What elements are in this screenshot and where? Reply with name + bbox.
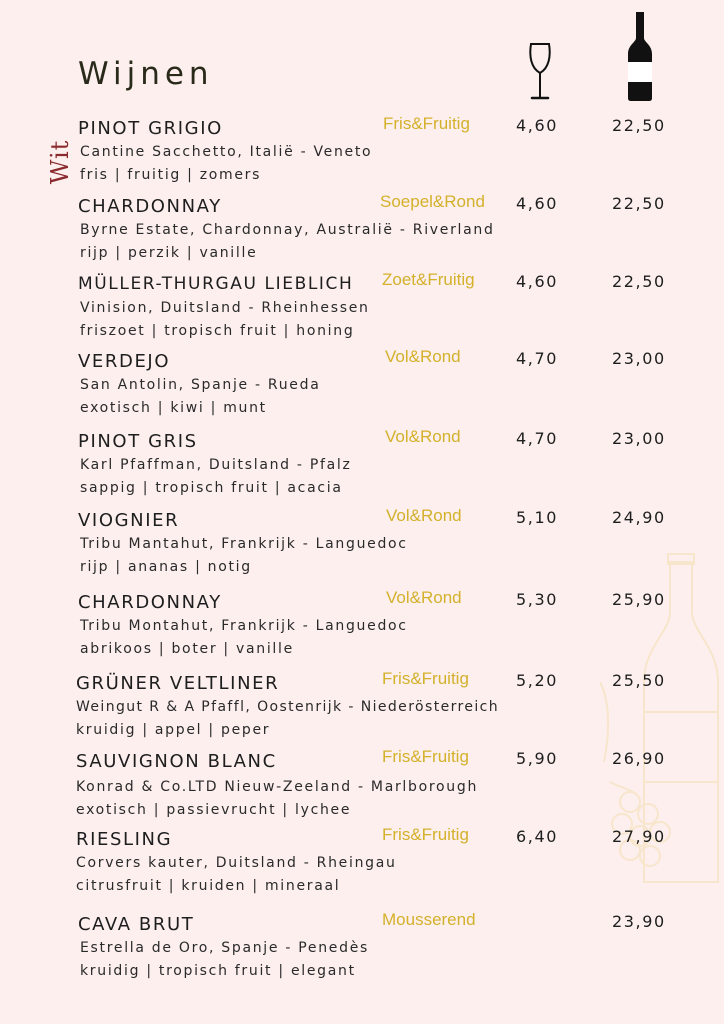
glass-price: 4,60 [516, 116, 559, 135]
wine-origin: Tribu Montahut, Frankrijk - Languedoc [80, 618, 408, 634]
wine-style: Fris&Fruitig [382, 825, 469, 844]
glass-price: 4,60 [516, 272, 559, 291]
wine-style: Vol&Rond [386, 506, 462, 525]
wine-style: Fris&Fruitig [382, 669, 469, 688]
bottle-price: 25,50 [612, 671, 666, 690]
wine-notes: kruidig | tropisch fruit | elegant [80, 963, 356, 979]
wine-notes: exotisch | kiwi | munt [80, 400, 267, 416]
glass-price: 4,70 [516, 349, 559, 368]
wine-notes: kruidig | appel | peper [76, 722, 271, 738]
glass-price: 4,60 [516, 194, 559, 213]
wine-name: RIESLING [76, 829, 173, 850]
wine-origin: San Antolin, Spanje - Rueda [80, 377, 321, 393]
glass-price: 5,90 [516, 749, 559, 768]
section-label-wit: Wit [46, 139, 74, 185]
wine-style: Soepel&Rond [380, 192, 485, 211]
glass-price: 5,20 [516, 671, 559, 690]
wine-name: PINOT GRIGIO [78, 118, 223, 139]
wine-name: MÜLLER-THURGAU LIEBLICH [78, 274, 354, 294]
wine-style: Vol&Rond [385, 427, 461, 446]
wine-notes: friszoet | tropisch fruit | honing [80, 323, 355, 339]
wine-name: VERDEJO [78, 351, 171, 372]
wine-notes: abrikoos | boter | vanille [80, 641, 294, 657]
wine-name: GRÜNER VELTLINER [76, 673, 280, 694]
glass-price: 5,30 [516, 590, 559, 609]
wine-origin: Cantine Sacchetto, Italië - Veneto [80, 144, 373, 160]
wine-origin: Vinision, Duitsland - Rheinhessen [80, 300, 370, 316]
wine-origin: Corvers kauter, Duitsland - Rheingau [76, 855, 397, 871]
bottle-price: 23,00 [612, 429, 666, 448]
bottle-price: 27,90 [612, 827, 666, 846]
wine-notes: exotisch | passievrucht | lychee [76, 802, 352, 818]
wine-notes: fris | fruitig | zomers [80, 167, 262, 183]
wine-origin: Estrella de Oro, Spanje - Penedès [80, 940, 370, 956]
page-title: Wijnen [78, 56, 214, 92]
wine-style: Fris&Fruitig [383, 114, 470, 133]
wine-notes: citrusfruit | kruiden | mineraal [76, 878, 341, 894]
wine-name: PINOT GRIS [78, 431, 198, 452]
bottle-price: 22,50 [612, 116, 666, 135]
wine-notes: rijp | perzik | vanille [80, 245, 258, 261]
glass-price: 4,70 [516, 429, 559, 448]
wine-glass-icon [526, 42, 554, 102]
wine-name: CAVA BRUT [78, 914, 195, 935]
glass-price: 6,40 [516, 827, 559, 846]
wine-notes: sappig | tropisch fruit | acacia [80, 480, 343, 496]
bottle-price: 25,90 [612, 590, 666, 609]
glass-price: 5,10 [516, 508, 559, 527]
wine-style: Vol&Rond [386, 588, 462, 607]
wine-origin: Tribu Mantahut, Frankrijk - Languedoc [80, 536, 408, 552]
wine-notes: rijp | ananas | notig [80, 559, 252, 575]
bottle-price: 26,90 [612, 749, 666, 768]
wine-style: Mousserend [382, 910, 476, 929]
wine-origin: Konrad & Co.LTD Nieuw-Zeeland - Marlborough [76, 779, 479, 795]
wine-style: Zoet&Fruitig [382, 270, 475, 289]
bottle-price: 22,50 [612, 272, 666, 291]
bottle-price: 24,90 [612, 508, 666, 527]
wine-name: VIOGNIER [78, 510, 180, 531]
wine-style: Vol&Rond [385, 347, 461, 366]
wine-origin: Byrne Estate, Chardonnay, Australië - Riverland [80, 222, 495, 238]
bottle-price: 23,00 [612, 349, 666, 368]
wine-origin: Weingut R & A Pfaffl, Oostenrijk - Niederösterreich [76, 699, 500, 715]
wine-bottle-icon [624, 12, 656, 102]
bottle-price: 22,50 [612, 194, 666, 213]
wine-name: SAUVIGNON BLANC [76, 751, 277, 772]
wine-origin: Karl Pfaffman, Duitsland - Pfalz [80, 457, 352, 473]
wine-style: Fris&Fruitig [382, 747, 469, 766]
bottle-price: 23,90 [612, 912, 666, 931]
wine-name: CHARDONNAY [78, 196, 222, 217]
wine-name: CHARDONNAY [78, 592, 222, 613]
